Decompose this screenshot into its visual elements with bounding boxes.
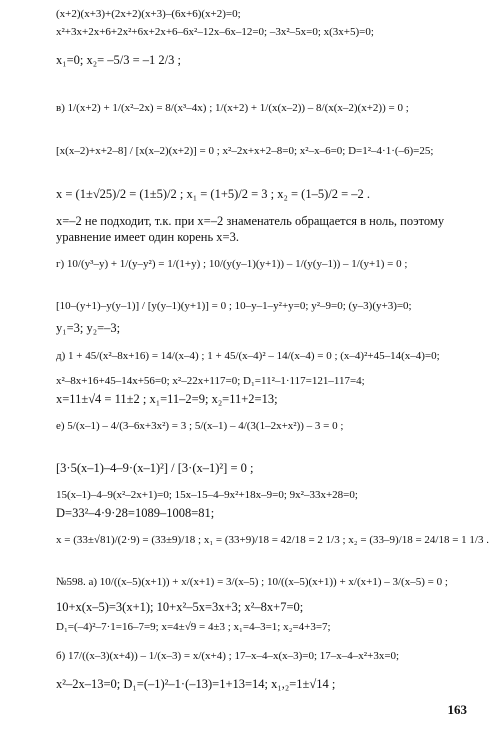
text-line: е) 5/(x–1) – 4/(3–6x+3x²) = 3 ; 5/(x–1) – 4/(3(1–2x+x²)) – 3 = 0 ; [56,420,344,432]
text-line: (x+2)(x+3)+(2x+2)(x+3)–(6x+6)(x+2)=0; [56,8,241,20]
text-line: x²–2x–13=0; D₁=(–1)²–1·(–13)=1+13=14; x₁,₂=1±√14 ; [56,677,336,691]
text-line: [10–(y+1)–y(y–1)] / [y(y–1)(y+1)] = 0 ; 10–y–1–y²+y=0; y²–9=0; (y–3)(y+3)=0; [56,300,412,312]
text-line: D=33²–4·9·28=1089–1008=81; [56,506,215,520]
text-line: y₁=3; y₂=–3; [56,321,121,335]
text-line: [x(x–2)+x+2–8] / [x(x–2)(x+2)] = 0 ; x²–2x+x+2–8=0; x²–x–6=0; D=1²–4·1·(–6)=25; [56,145,434,157]
text-line: x=11±√4 = 11±2 ; x₁=11–2=9; x₂=11+2=13; [56,392,278,406]
text-line: №598. а) 10/((x–5)(x+1)) + x/(x+1) = 3/(x–5) ; 10/((x–5)(x+1)) + x/(x+1) – 3/(x–5) = 0 ; [56,576,448,588]
text-line: 10+x(x–5)=3(x+1); 10+x²–5x=3x+3; x²–8x+7=0; [56,600,304,614]
text-line: x²+3x+2x+6+2x²+6x+2x+6–6x²–12x–6x–12=0; –3x²–5x=0; x(3x+5)=0; [56,26,374,38]
text-line: x=–2 не подходит, т.к. при x=–2 знаменатель обращается в ноль, поэтому уравнение имеет один корень x=3. [56,214,445,244]
text-line: x = (1±√25)/2 = (1±5)/2 ; x₁ = (1+5)/2 = 3 ; x₂ = (1–5)/2 = –2 . [56,187,371,201]
page-number: 163 [447,702,467,717]
text-line: 15(x–1)–4–9(x²–2x+1)=0; 15x–15–4–9x²+18x–9=0; 9x²–33x+28=0; [56,489,358,501]
text-line: x₁=0; x₂= –5/3 = –1 2/3 ; [56,53,182,67]
text-line: x²–8x+16+45–14x+56=0; x²–22x+117=0; D₁=11²–1·117=121–117=4; [56,375,365,387]
text-line: x = (33±√81)/(2·9) = (33±9)/18 ; x₁ = (33+9)/18 = 42/18 = 2 1/3 ; x₂ = (33–9)/18 = 24/18 = 1 1/3 . [56,534,489,546]
text-line: [3·5(x–1)–4–9·(x–1)²] / [3·(x–1)²] = 0 ; [56,461,254,475]
text-line: д) 1 + 45/(x²–8x+16) = 14/(x–4) ; 1 + 45/(x–4)² – 14/(x–4) = 0 ; (x–4)²+45–14(x–4)=0; [56,350,440,362]
text-line: в) 1/(x+2) + 1/(x²–2x) = 8/(x³–4x) ; 1/(x+2) + 1/(x(x–2)) – 8/(x(x–2)(x+2)) = 0 ; [56,102,409,114]
text-line: D₁=(–4)²–7·1=16–7=9; x=4±√9 = 4±3 ; x₁=4–3=1; x₂=4+3=7; [56,621,331,633]
text-line: б) 17/((x–3)(x+4)) – 1/(x–3) = x/(x+4) ; 17–x–4–x(x–3)=0; 17–x–4–x²+3x=0; [56,650,400,662]
text-line: г) 10/(y³–y) + 1/(y–y²) = 1/(1+y) ; 10/(y(y–1)(y+1)) – 1/(y(y–1)) – 1/(y+1) = 0 ; [56,258,408,270]
